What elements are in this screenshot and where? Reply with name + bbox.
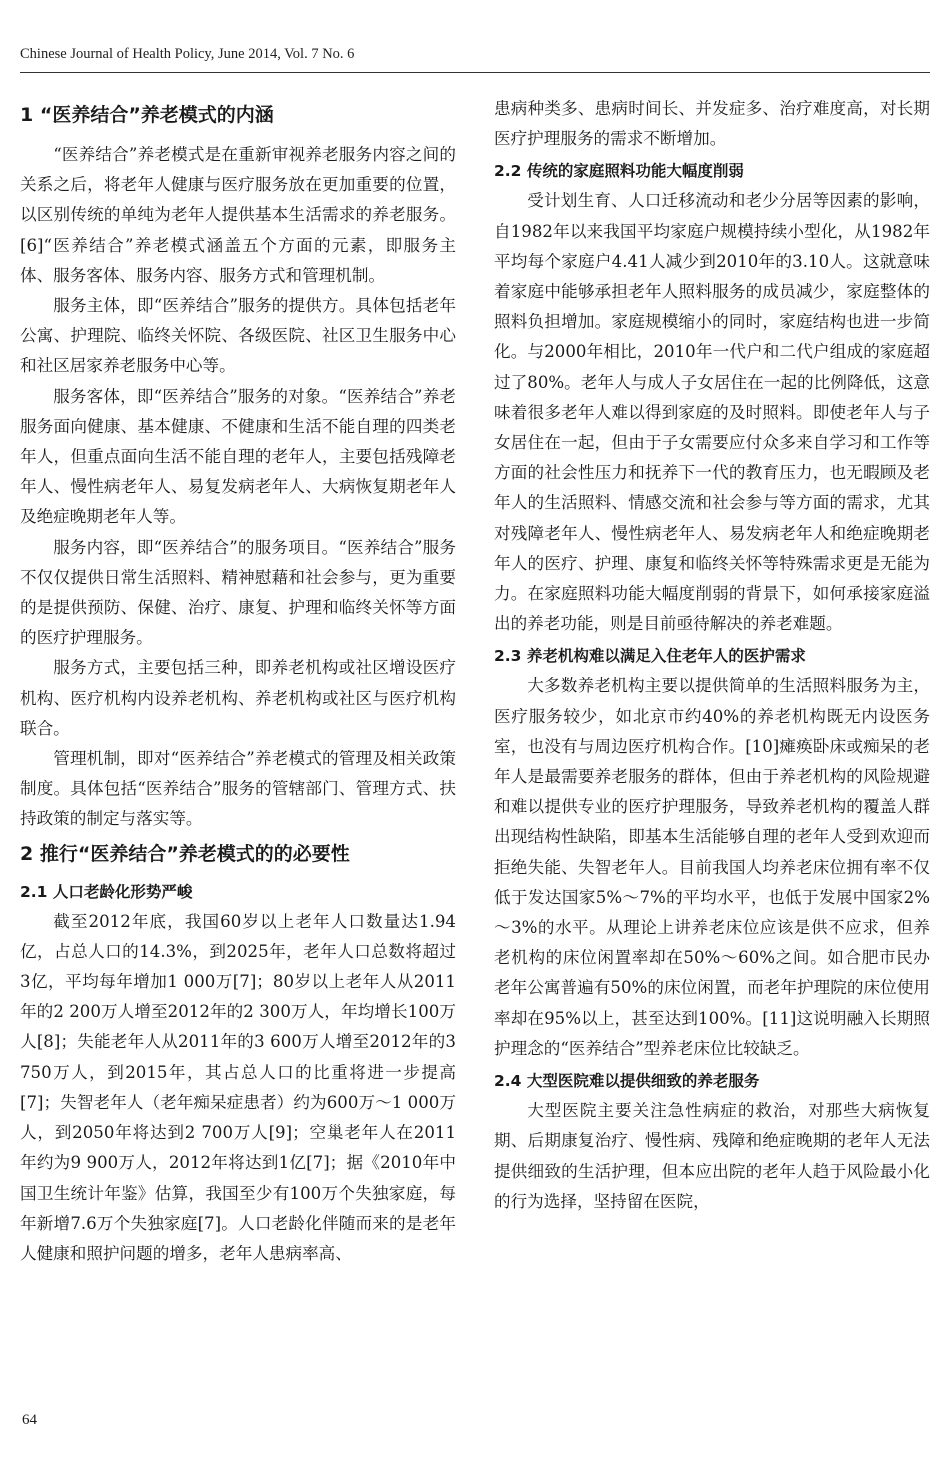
paragraph: 服务内容，即“医养结合”的服务项目。“医养结合”服务不仅仅提供日常生活照料、精神慰藉和社会参与，更为重要的是提供预防、保健、治疗、康复、护理和临终关怀等方面的医疗护理服务。 (20, 537, 456, 648)
left-column (20, 94, 456, 1269)
header-rule (20, 72, 930, 73)
subsection-2-2-title: 2.2 传统的家庭照料功能大幅度削弱 (494, 162, 744, 181)
running-head: Chinese Journal of Health Policy, June 2014, Vol. 7 No. 6 (20, 46, 355, 62)
paragraph: 大多数养老机构主要以提供简单的生活照料服务为主，医疗服务较少，如北京市约40%的养老机构既无内设医务室，也没有与周边医疗机构合作。[10]瘫痪卧床或痴呆的老年人是最需要养老服务的群体，但由于养老机构的风险规避和难以提供专业的医疗护理服务，导致养老机构的覆盖人群出现结构性缺陷，即基本生活能够自理的老年人受到欢迎而拒绝失能、失智老年人。目前我国人均养老床位拥有率不仅低于发达国家5%～7%的平均水平，也低于发展中国家2%～3%的水平。从理论上讲养老床位应该是供不应求，但养老机构的床位闲置率却在50%～60%之间。如合肥市民办老年公寓普遍有50%的床位闲置，而老年护理院的床位使用率却在95%以上，甚至达到100%。[11]这说明融入长期照护理念的“医养结合”型养老床位比较缺乏。 (494, 676, 930, 1058)
paragraph: 服务主体，即“医养结合”服务的提供方。具体包括老年公寓、护理院、临终关怀院、各级医院、社区卫生服务中心和社区居家养老服务中心等。 (20, 296, 456, 376)
section-1-title: 1 “医养结合”养老模式的内涵 (20, 104, 274, 126)
subsection-2-4-title: 2.4 大型医院难以提供细致的养老服务 (494, 1072, 760, 1091)
right-column (494, 94, 930, 1217)
paragraph: 截至2012年底，我国60岁以上老年人口数量达1.94亿，占总人口的14.3%，到2025年，老年人口总数将超过3亿，平均每年增加1 000万[7]；80岁以上老年人从2011年的2 200万人增至2012年的2 300万人，年均增长100万人[8]；失能老年人从2011年的3 600万人增至2012年的3 750万人，到2015年，其占总人口的比重将进一步提高[7]；失智老年人（老年痴呆症患者）约为600万～1 000万人，到2050年将达到2 700万人[9]；空巢老年人在2011年约为9 900万人，2012年将达到1亿[7]；据《2010年中国卫生统计年鉴》估算，我国至少有100万个失独家庭，每年新增7.6万个失独家庭[7]。人口老龄化伴随而来的是老年人健康和照护问题的增多，老年人患病率高、 (20, 911, 456, 1263)
page-number: 64 (22, 1412, 37, 1428)
paragraph-continued: 患病种类多、患病时间长、并发症多、治疗难度高，对长期医疗护理服务的需求不断增加。 (494, 99, 930, 149)
paragraph: 受计划生育、人口迁移流动和老少分居等因素的影响，自1982年以来我国平均家庭户规模持续小型化，从1982年平均每个家庭户4.41人减少到2010年的3.10人。这就意味着家庭中能够承担老年人照料服务的成员减少，家庭整体的照料负担增加。家庭规模缩小的同时，家庭结构也进一步简化。与2000年相比，2010年一代户和二代户组成的家庭超过了80%。老年人与成人子女居住在一起的比例降低，这意味着很多老年人难以得到家庭的及时照料。即使老年人与子女居住在一起，但由于子女需要应付众多来自学习和工作等方面的社会性压力和抚养下一代的教育压力，也无暇顾及老年人的生活照料、情感交流和社会参与等方面的需求，尤其对残障老年人、慢性病老年人、易发病老年人和绝症晚期老年人的医疗、护理、康复和临终关怀等特殊需求更是无能为力。在家庭照料功能大幅度削弱的背景下，如何承接家庭溢出的养老功能，则是目前亟待解决的养老难题。 (494, 191, 930, 634)
subsection-2-3-title: 2.3 养老机构难以满足入住老年人的医护需求 (494, 647, 806, 666)
paragraph: 服务客体，即“医养结合”服务的对象。“医养结合”养老服务面向健康、基本健康、不健康和生活不能自理的四类老年人，但重点面向生活不能自理的老年人，主要包括残障老年人、慢性病老年人、易复发病老年人、大病恢复期老年人及绝症晚期老年人等。 (20, 386, 456, 527)
paragraph: 大型医院主要关注急性病症的救治，对那些大病恢复期、后期康复治疗、慢性病、残障和绝症晚期的老年人无法提供细致的生活护理，但本应出院的老年人趋于风险最小化的行为选择，坚持留在医院， (494, 1101, 930, 1211)
paragraph: “医养结合”养老模式是在重新审视养老服务内容之间的关系之后，将老年人健康与医疗服务放在更加重要的位置，以区别传统的单纯为老年人提供基本生活需求的养老服务。[6]“医养结合”养老模式涵盖五个方面的元素，即服务主体、服务客体、服务内容、服务方式和管理机制。 (20, 145, 456, 285)
section-2-title: 2 推行“医养结合”养老模式的的必要性 (20, 842, 350, 865)
paragraph: 服务方式，主要包括三种，即养老机构或社区增设医疗机构、医疗机构内设养老机构、养老机构或社区与医疗机构联合。 (20, 658, 456, 738)
paragraph: 管理机制，即对“医养结合”养老模式的管理及相关政策制度。具体包括“医养结合”服务的管辖部门、管理方式、扶持政策的制定与落实等。 (20, 749, 456, 829)
subsection-2-1-title: 2.1 人口老龄化形势严峻 (20, 882, 193, 901)
